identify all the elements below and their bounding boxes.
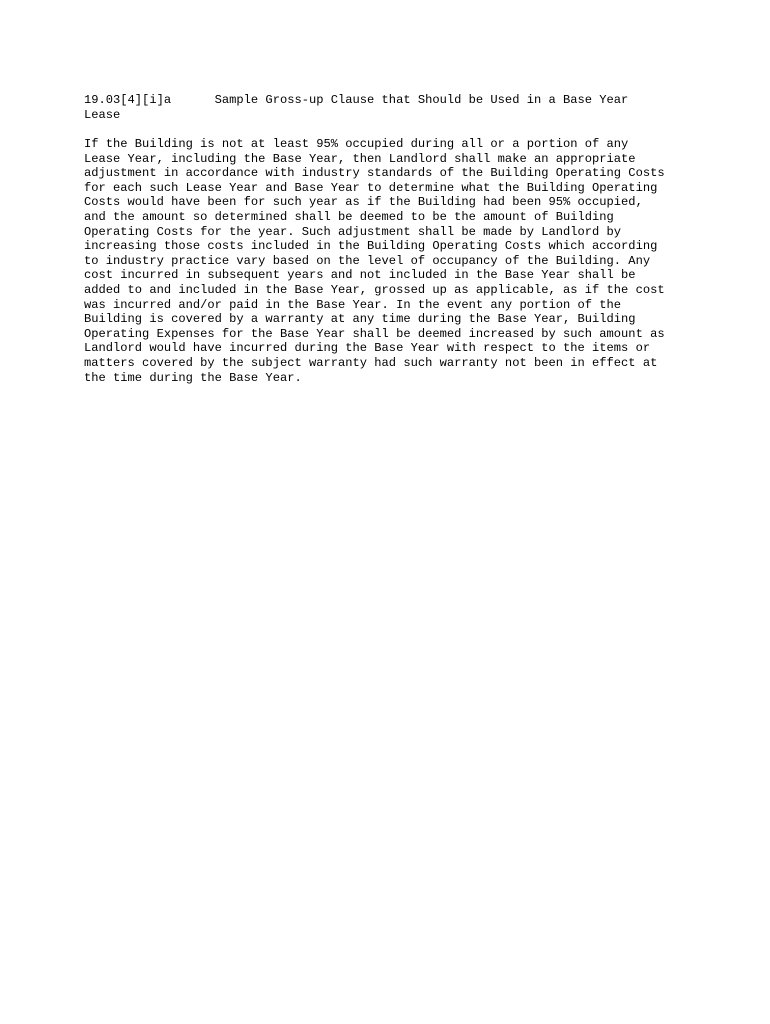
clause-paragraph: If the Building is not at least 95% occupied during all or a portion of any Lease Year, including the Base Year, then Landlord shall make an appropriate adjustment in accordance with industry standards of the Building Operating Costs for each such Lease Year and Base Year to determine what the Building Operating Costs would have been for such year as if the Building had been 95% occupied, and the amount so determined shall be deemed to be the amount of Building Operating Costs for the year. Such adjustment shall be made by Landlord by increasing those costs included in the Building Operating Costs which according to industry practice vary based on the level of occupancy of the Building. Any cost incurred in subsequent years and not included in the Base Year shall be added to and included in the Base Year, grossed up as applicable, as if the cost was incurred and/or paid in the Base Year. In the event any portion of the Building is covered by a warranty at any time during the Base Year, Building Operating Expenses for the Base Year shall be deemed increased by such amount as Landlord would have incurred during the Base Year with respect to the items or matters covered by the subject warranty had such warranty not been in effect at the time during the Base Year. — [84, 137, 665, 385]
section-heading: 19.03[4][i]a Sample Gross-up Clause that Should be Used in a Base Year Lease — [84, 93, 629, 122]
